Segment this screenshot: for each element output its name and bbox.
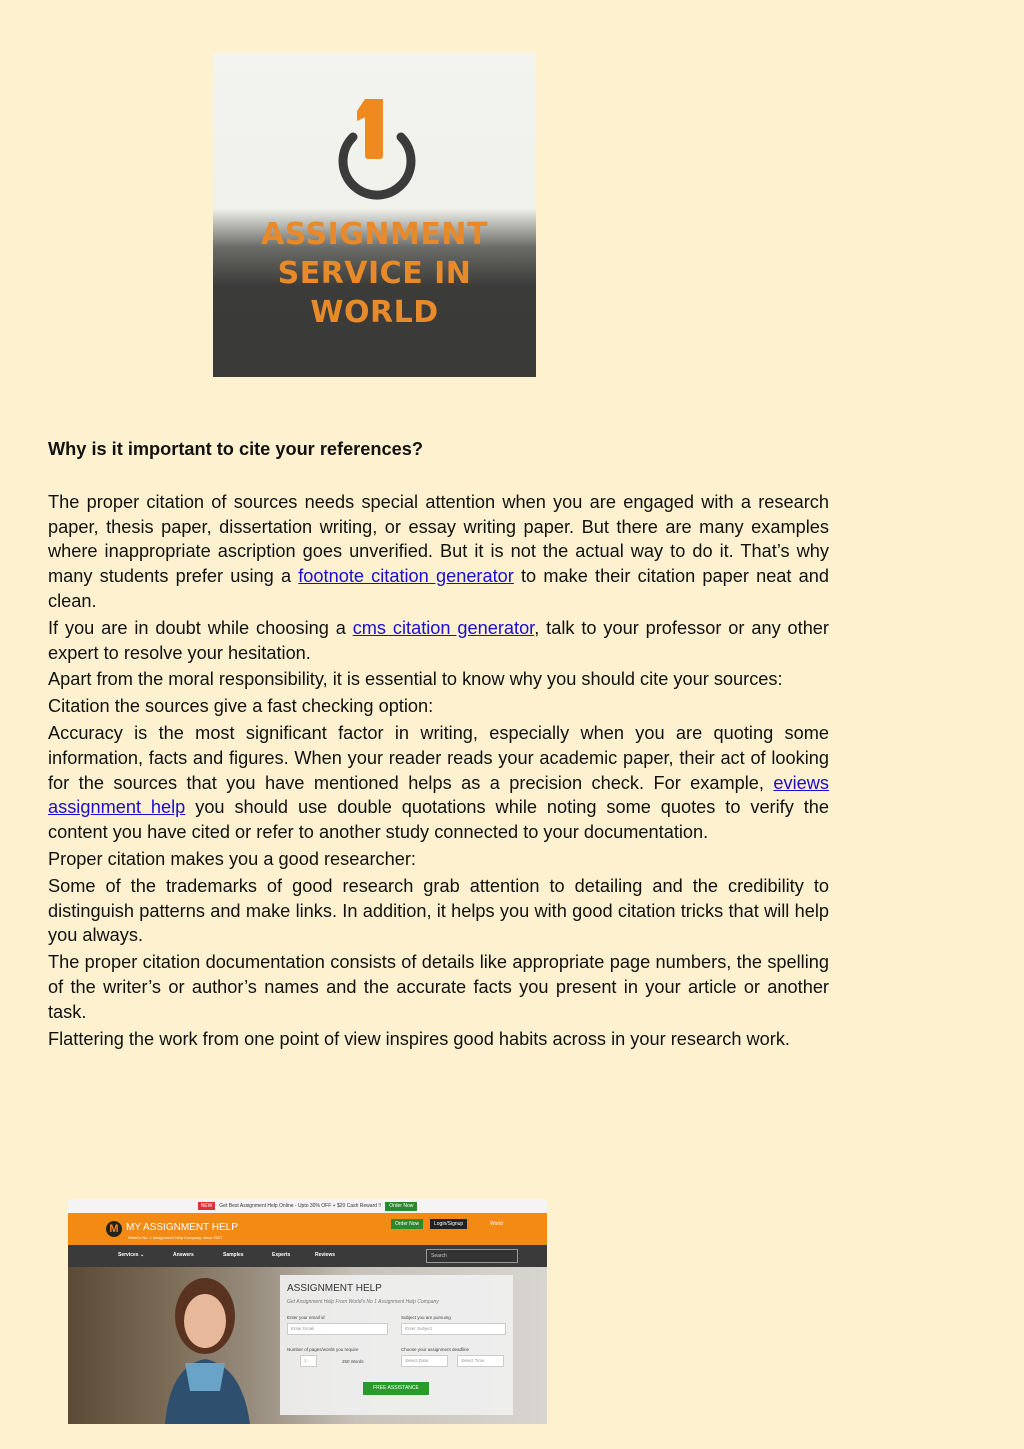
logo-caption [213, 215, 536, 332]
promo-order-button: Order Now [385, 1202, 417, 1211]
subject-field: Enter Subject [401, 1323, 506, 1335]
paragraph-9: Flattering the work from one point of view inspires good habits across in your research work. [48, 1028, 790, 1049]
pages-stepper: 1 [300, 1355, 317, 1367]
paragraph-5 [48, 721, 829, 845]
paragraph-4: Citation the sources give a fast checking option: [48, 696, 434, 717]
article-heading: Why is it important to cite your references? [48, 439, 423, 459]
promo-bar [68, 1199, 547, 1213]
assignment-service-logo-image [213, 53, 536, 377]
paragraph-1 [48, 490, 829, 614]
nav-samples: Samples [223, 1252, 244, 1258]
brand-tagline: World's No. 1 Assignment Help Company, since 2007 [128, 1235, 223, 1240]
site-search-box: Search [426, 1249, 518, 1263]
header-world-selector: World [490, 1221, 503, 1227]
brand-logo-icon: M [106, 1221, 122, 1237]
new-badge: NEW [198, 1202, 216, 1210]
cms-citation-generator-link[interactable]: cms citation generator [352, 617, 535, 638]
hero-banner [68, 1267, 547, 1424]
email-label: Enter your email id [287, 1315, 325, 1320]
free-assistance-button: FREE ASSISTANCE [363, 1382, 429, 1395]
paragraph-text: to make their citation paper neat and clean. [48, 566, 829, 611]
eviews-assignment-help-link[interactable]: eviews assignment help [48, 772, 829, 818]
header-login-button: Login/Signup [430, 1219, 467, 1229]
website-screenshot-image [68, 1199, 547, 1424]
nav-experts: Experts [272, 1252, 291, 1258]
date-field: Select Date [401, 1355, 448, 1367]
logo-line-3: WORLD [310, 295, 439, 330]
paragraph-2 [48, 616, 829, 666]
logo-line-2: SERVICE IN [277, 256, 472, 291]
nav-services: Services ⌄ [118, 1252, 145, 1258]
power-one-logo-icon [325, 95, 425, 215]
paragraph-text: If you are in doubt while choosing a [48, 617, 353, 638]
promo-text: Get Best Assignment Help Online - Upto 30% OFF + $20 Cash Reward !! [219, 1203, 382, 1209]
paragraph-6: Proper citation makes you a good researcher: [48, 848, 416, 869]
deadline-label: Choose your assignment deadline [401, 1347, 470, 1352]
form-title: ASSIGNMENT HELP [287, 1283, 382, 1294]
header-order-button: Order Now [391, 1219, 423, 1229]
article-body [48, 437, 829, 1053]
nav-reviews: Reviews [315, 1252, 336, 1258]
paragraph-8: The proper citation documentation consists of details like appropriate page numbers, the spelling of the writer’s or author’s names and the accurate facts you present in your article or another task. [48, 952, 829, 1022]
paragraph-3: Apart from the moral responsibility, it is essential to know why you should cite your sources: [48, 669, 783, 690]
site-nav [68, 1245, 547, 1267]
paragraph-text: , talk to your professor or any other expert to resolve your hesitation. [48, 617, 829, 663]
logo-line-1: ASSIGNMENT [261, 217, 488, 252]
student-photo-icon [150, 1271, 260, 1424]
paragraph-text: you should use double quotations while noting some quotes to verify the content you have cited or refer to another study connected to your documentation. [48, 797, 829, 843]
words-count: 250 Words [342, 1359, 364, 1364]
paragraph-text: Accuracy is the most significant factor in writing, especially when you are quoting some information, facts and figures. When your reader reads your academic paper, their act of looking for the sources that you have mentioned helps as a precision check. For example, [48, 722, 829, 793]
brand-name: MY ASSIGNMENT HELP [126, 1222, 238, 1233]
form-subtitle: Get Assignment Help From World's No 1 Assignment Help Company [287, 1299, 439, 1305]
email-field: Enter Email [287, 1323, 388, 1335]
paragraph-text: The proper citation of sources needs special attention when you are engaged with a research paper, thesis paper, dissertation writing, or essay writing paper. But there are many examples where inappropriate ascription goes unverified. But it is not the actual way to do it. That’s why many students prefer using a [48, 491, 829, 587]
time-field: Select Time [457, 1355, 504, 1367]
brand-header [68, 1213, 547, 1245]
nav-answers: Answers [173, 1252, 194, 1258]
assignment-form [280, 1275, 513, 1415]
paragraph-7: Some of the trademarks of good research grab attention to detailing and the credibility to distinguish patterns and make links. In addition, it helps you with good citation tricks that will help you always. [48, 875, 829, 946]
subject-label: Subject you are pursuing [401, 1315, 451, 1320]
footnote-citation-generator-link[interactable]: footnote citation generator [298, 566, 514, 587]
pages-label: Number of pages/words you require [287, 1347, 359, 1352]
